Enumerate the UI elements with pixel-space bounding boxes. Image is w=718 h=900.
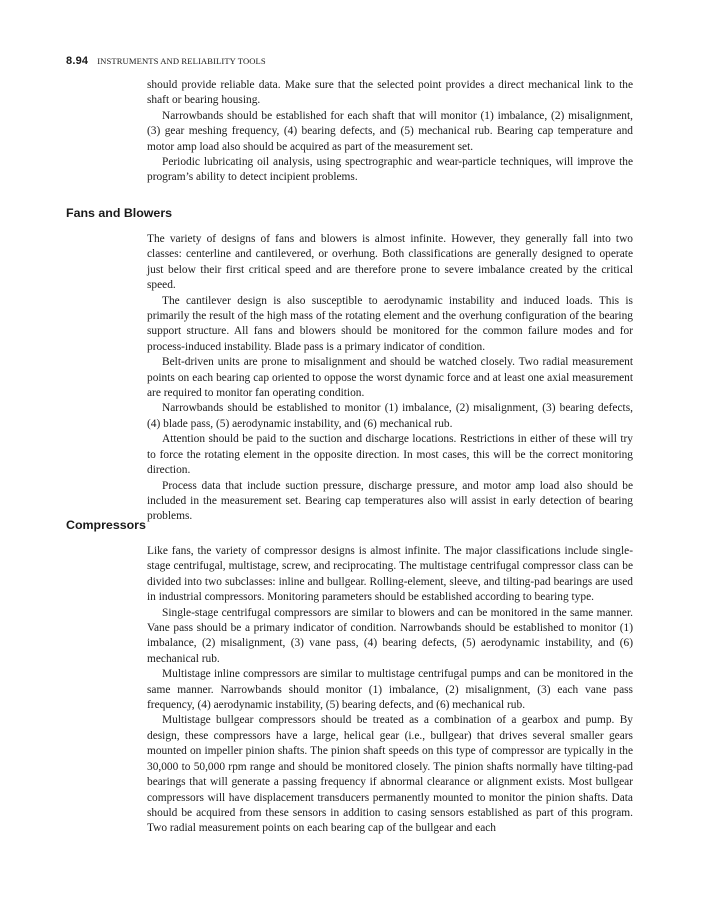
fans-paragraph: The cantilever design is also susceptible to aerodynamic instability and induced loads. This is primarily the result of the high mass of the rotating element and the overhung configuration of the bearing support structure. All fans and blowers should be monitored for the common failure modes and for process-induced instability. Blade pass is a primary indicator of condition. xyxy=(147,294,633,353)
section-heading-fans-and-blowers: Fans and Blowers xyxy=(66,206,173,220)
fans-paragraph: Narrowbands should be established to monitor (1) imbalance, (2) misalignment, (3) bearing defects, (4) blade pass, (5) aerodynamic instability, and (6) mechanical rub. xyxy=(147,402,633,430)
compressors-section-body xyxy=(147,544,633,837)
fans-paragraph: The variety of designs of fans and blowers is almost infinite. However, they generally fall into two classes: centerline and cantilevered, or overhung. Both classifications are generally designed to operate just below their first critical speed and are therefore prone to severe imbalance created by the critical speed. xyxy=(147,233,633,292)
compressors-paragraph: Like fans, the variety of compressor designs is almost infinite. The major classifications include single-stage centrifugal, multistage, screw, and reciprocating. The multistage centrifugal compressor class can be divided into two subclasses: inline and bullgear. Rolling-element, sleeve, and tilting-pad bearings are used in industrial compressors. Monitoring parameters should be established according to bearing type. xyxy=(147,545,633,604)
section-heading-compressors: Compressors xyxy=(66,518,146,532)
running-head-title: INSTRUMENTS AND RELIABILITY TOOLS xyxy=(97,56,266,66)
fans-paragraph: Attention should be paid to the suction and discharge locations. Restrictions in either of these will try to force the rotating element in the opposite direction. In most cases, this will be the correct monitoring direction. xyxy=(147,433,633,477)
fans-paragraph: Belt-driven units are prone to misalignment and should be watched closely. Two radial measurement points on each bearing cap oriented to oppose the worst dynamic force and at least one axial measurement are required to monitor fan operating condition. xyxy=(147,356,633,400)
running-head xyxy=(66,51,266,69)
intro-text-block xyxy=(147,78,633,186)
fans-paragraph: Process data that include suction pressure, discharge pressure, and motor amp load also should be included in the measurement set. Bearing cap temperatures also will assist in early detection of bearing problems. xyxy=(147,479,633,523)
fans-section-body xyxy=(147,232,633,525)
page-number: 8.94 xyxy=(66,55,89,67)
intro-paragraph: Narrowbands should be established for each shaft that will monitor (1) imbalance, (2) misalignment, (3) gear meshing frequency, (4) bearing defects, and (5) mechanical rub. Bearing cap temperature and motor amp load also should be acquired as part of the measurement set. xyxy=(147,109,633,153)
compressors-paragraph: Multistage bullgear compressors should be treated as a combination of a gearbox and pump. By design, these compressors have a large, helical gear (i.e., bullgear) that drives several smaller gears mounted on impeller pinion shafts. The pinion shaft speeds on this type of compressor are typically in the 30,000 to 50,000 rpm range and should be monitored closely. The pinion shafts normally have tilting-pad bearings that will generate a passing frequency if abnormal clearance or alignment exists. Most bullgear compressors will have displacement transducers permanently mounted to monitor the pinion shafts. Data should be acquired from these sensors in addition to casing sensors established as part of this program. Two radial measurement points on each bearing cap of the bullgear and each xyxy=(147,714,633,835)
intro-paragraph: should provide reliable data. Make sure that the selected point provides a direct mechanical link to the shaft or bearing housing. xyxy=(147,79,633,107)
intro-paragraph: Periodic lubricating oil analysis, using spectrographic and wear-particle techniques, will improve the program’s ability to detect incipient problems. xyxy=(147,156,633,184)
compressors-paragraph: Multistage inline compressors are similar to multistage centrifugal pumps and can be monitored in the same manner. Narrowbands should monitor (1) imbalance, (2) misalignment, (3) each vane pass frequency, (4) aerodynamic instability, (5) bearing defects, and (6) mechanical rub. xyxy=(147,668,633,712)
compressors-paragraph: Single-stage centrifugal compressors are similar to blowers and can be monitored in the same manner. Vane pass should be a primary indicator of condition. Narrowbands should be established to monitor (1) imbalance, (2) misalignment, (3) vane pass, (4) bearing defects, (5) aerodynamic instability, and (6) mechanical rub. xyxy=(147,606,633,665)
